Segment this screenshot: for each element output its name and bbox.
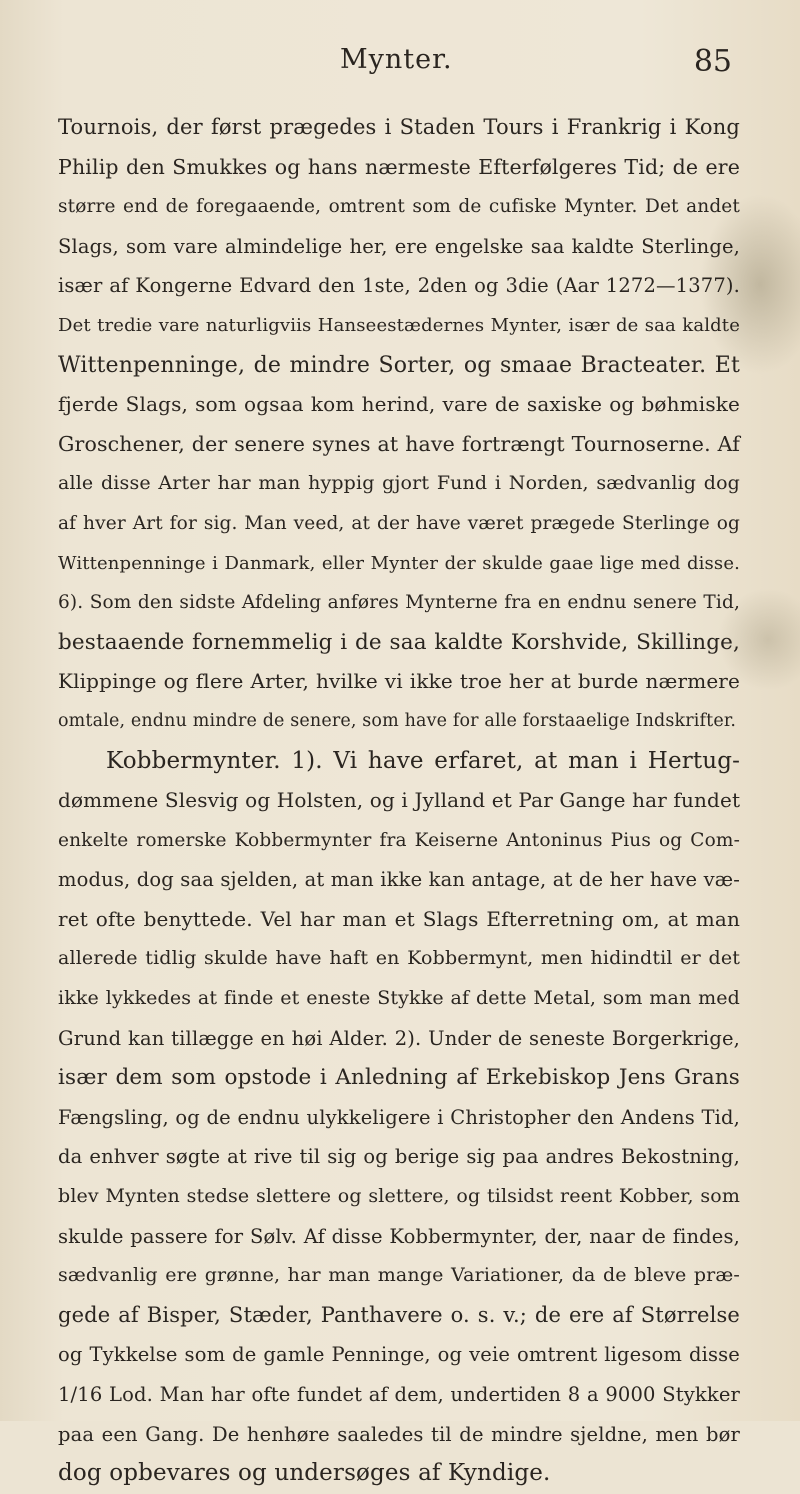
text-line: skulde passere for Sølv. Af disse Kobbermynter, der, naar de findes, — [58, 1224, 740, 1248]
text-line: Klippinge og flere Arter, hvilke vi ikke troe her at burde nærmere — [58, 669, 740, 694]
text-line: Det tredie vare naturligviis Hanseestædernes Mynter, især de saa kaldte — [58, 314, 740, 336]
text-line: 6). Som den sidste Afdeling anføres Mynterne fra en endnu senere Tid, — [58, 592, 740, 614]
text-line: af hver Art for sig. Man veed, at der have været prægede Sterlinge og — [58, 512, 740, 534]
text-line: blev Mynten stedse slettere og slettere, og tilsidst reent Kobber, som — [58, 1185, 740, 1208]
text-line: Slags, som vare almindelige her, ere engelske saa kaldte Sterlinge, — [58, 234, 740, 258]
text-line: alle disse Arter har man hyppig gjort Fund i Norden, sædvanlig dog — [58, 472, 740, 495]
text-line: især dem som opstode i Anledning af Erkebiskop Jens Grans — [58, 1065, 740, 1091]
text-line: enkelte romerske Kobbermynter fra Keiserne Antoninus Pius og Com- — [58, 829, 740, 851]
text-line: Groschener, der senere synes at have fortrængt Tournoserne. Af — [58, 431, 740, 456]
text-line: gede af Bisper, Stæder, Panthavere o. s. v.; de ere af Størrelse — [58, 1302, 740, 1327]
page-number: 85 — [693, 44, 732, 79]
text-line: større end de foregaaende, omtrent som de cufiske Mynter. Det andet — [58, 196, 740, 218]
text-line: ret ofte benyttede. Vel har man et Slags Efterretning om, at man — [58, 906, 740, 931]
text-line: sædvanlig ere grønne, har man mange Variationer, da de bleve præ- — [58, 1264, 740, 1287]
text-line: bestaaende fornemmelig i de saa kaldte Korshvide, Skillinge, — [58, 629, 740, 655]
text-line: dømmene Slesvig og Holsten, og i Jylland et Par Gange har fundet — [58, 788, 741, 813]
section-heading-line: Kobbermynter. 1). Vi have erfaret, at man i Hertug- — [106, 747, 740, 774]
body-text — [58, 108, 740, 1494]
text-line: ikke lykkedes at finde et eneste Stykke af dette Metal, som man med — [58, 987, 740, 1010]
text-line: paa een Gang. De henhøre saaledes til de mindre sjeldne, men bør — [58, 1422, 740, 1446]
text-line: omtale, endnu mindre de senere, som have for alle forstaaelige Indskrifter. — [58, 710, 737, 731]
text-line: allerede tidlig skulde have haft en Kobbermynt, men hidindtil er det — [58, 947, 740, 970]
text-line: Wittenpenninge i Danmark, eller Mynter der skulde gaae lige med disse. — [58, 552, 740, 574]
text-line: Wittenpenninge, de mindre Sorter, og smaae Bracteater. Et — [58, 352, 740, 378]
text-line: Fængsling, og de endnu ulykkeligere i Christopher den Andens Tid, — [58, 1105, 740, 1129]
text-line: især af Kongerne Edvard den 1ste, 2den og 3die (Aar 1272—1377). — [58, 274, 740, 298]
text-line: Grund kan tillægge en høi Alder. 2). Under de seneste Borgerkrige, — [58, 1026, 740, 1050]
text-line: modus, dog saa sjelden, at man ikke kan antage, at de her have væ- — [58, 868, 740, 892]
text-line: og Tykkelse som de gamle Penninge, og veie omtrent ligesom disse — [58, 1343, 740, 1367]
text-line: dog opbevares og undersøges af Kyndige. — [58, 1460, 551, 1487]
text-line: da enhver søgte at rive til sig og berige sig paa andres Bekostning, — [58, 1145, 740, 1169]
running-head: Mynter. — [340, 44, 453, 75]
text-line: 1/16 Lod. Man har ofte fundet af dem, undertiden 8 a 9000 Stykker — [58, 1383, 740, 1406]
text-line: fjerde Slags, som ogsaa kom herind, vare de saxiske og bøhmiske — [58, 392, 740, 417]
text-line: Philip den Smukkes og hans nærmeste Efterfølgeres Tid; de ere — [58, 154, 740, 179]
page-header — [0, 44, 800, 84]
text-line: Tournois, der først prægedes i Staden Tours i Frankrig i Kong — [58, 115, 740, 139]
